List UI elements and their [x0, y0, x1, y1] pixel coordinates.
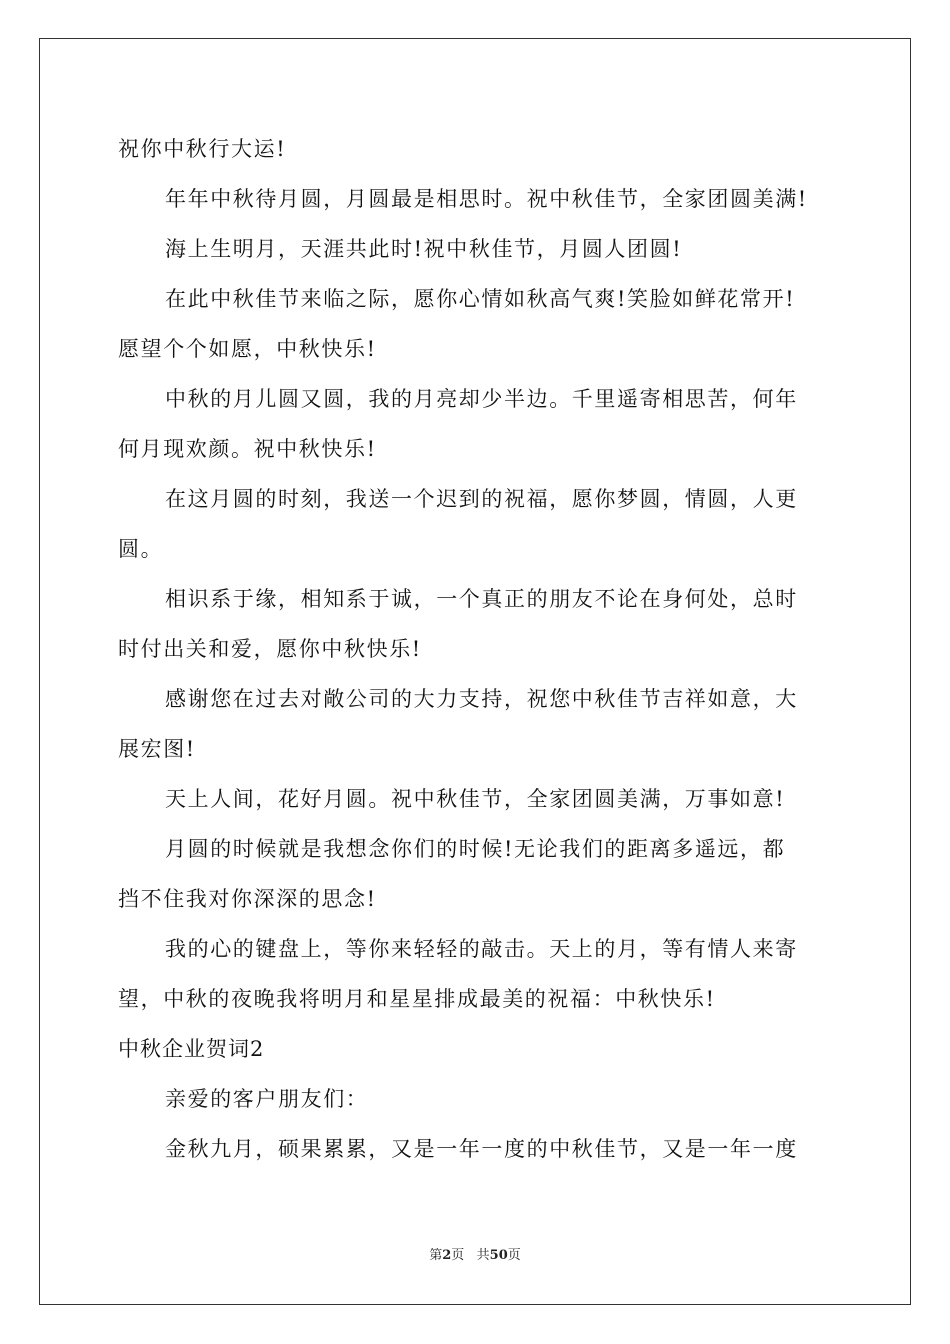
footer-middle: 页 共: [451, 1248, 490, 1263]
text-line: 挡不住我对你深深的思念!: [118, 887, 377, 911]
footer-prefix: 第: [429, 1248, 443, 1263]
text-line: 感谢您在过去对敞公司的大力支持，祝您中秋佳节吉祥如意，大: [165, 687, 798, 711]
text-line: 亲爱的客户朋友们：: [165, 1087, 369, 1111]
text-line: 祝你中秋行大运!: [118, 137, 287, 161]
text-line: 望，中秋的夜晚我将明月和星星排成最美的祝福：中秋快乐!: [118, 987, 716, 1011]
footer-total-pages: 50: [489, 1248, 508, 1263]
text-line: 在此中秋佳节来临之际，愿你心情如秋高气爽!笑脸如鲜花常开!: [165, 287, 796, 311]
section-heading: 中秋企业贺词2: [118, 1037, 265, 1061]
text-line: 海上生明月，天涯共此时!祝中秋佳节，月圆人团圆!: [165, 237, 683, 261]
text-line: 金秋九月，硕果累累，又是一年一度的中秋佳节，又是一年一度: [165, 1137, 798, 1161]
text-line: 圆。: [118, 537, 164, 561]
text-line: 愿望个个如愿，中秋快乐!: [118, 337, 377, 361]
page-footer: [0, 1246, 950, 1266]
text-line: 相识系于缘，相知系于诚，一个真正的朋友不论在身何处，总时: [165, 587, 798, 611]
text-line: 何月现欢颜。祝中秋快乐!: [118, 437, 377, 461]
document-body: [118, 124, 838, 1174]
text-line: 时付出关和爱，愿你中秋快乐!: [118, 637, 422, 661]
text-line: 天上人间，花好月圆。祝中秋佳节，全家团圆美满，万事如意!: [165, 787, 786, 811]
footer-suffix: 页: [507, 1248, 521, 1263]
text-line: 在这月圆的时刻，我送一个迟到的祝福，愿你梦圆，情圆，人更: [165, 487, 798, 511]
text-line: 月圆的时候就是我想念你们的时候!无论我们的距离多遥远，都: [165, 837, 786, 861]
text-line: 年年中秋待月圆，月圆最是相思时。祝中秋佳节，全家团圆美满!: [165, 187, 808, 211]
footer-page-number: 2: [442, 1248, 452, 1263]
text-line: 我的心的键盘上，等你来轻轻的敲击。天上的月，等有情人来寄: [165, 937, 798, 961]
text-line: 展宏图!: [118, 737, 196, 761]
text-line: 中秋的月儿圆又圆，我的月亮却少半边。千里遥寄相思苦，何年: [165, 387, 798, 411]
